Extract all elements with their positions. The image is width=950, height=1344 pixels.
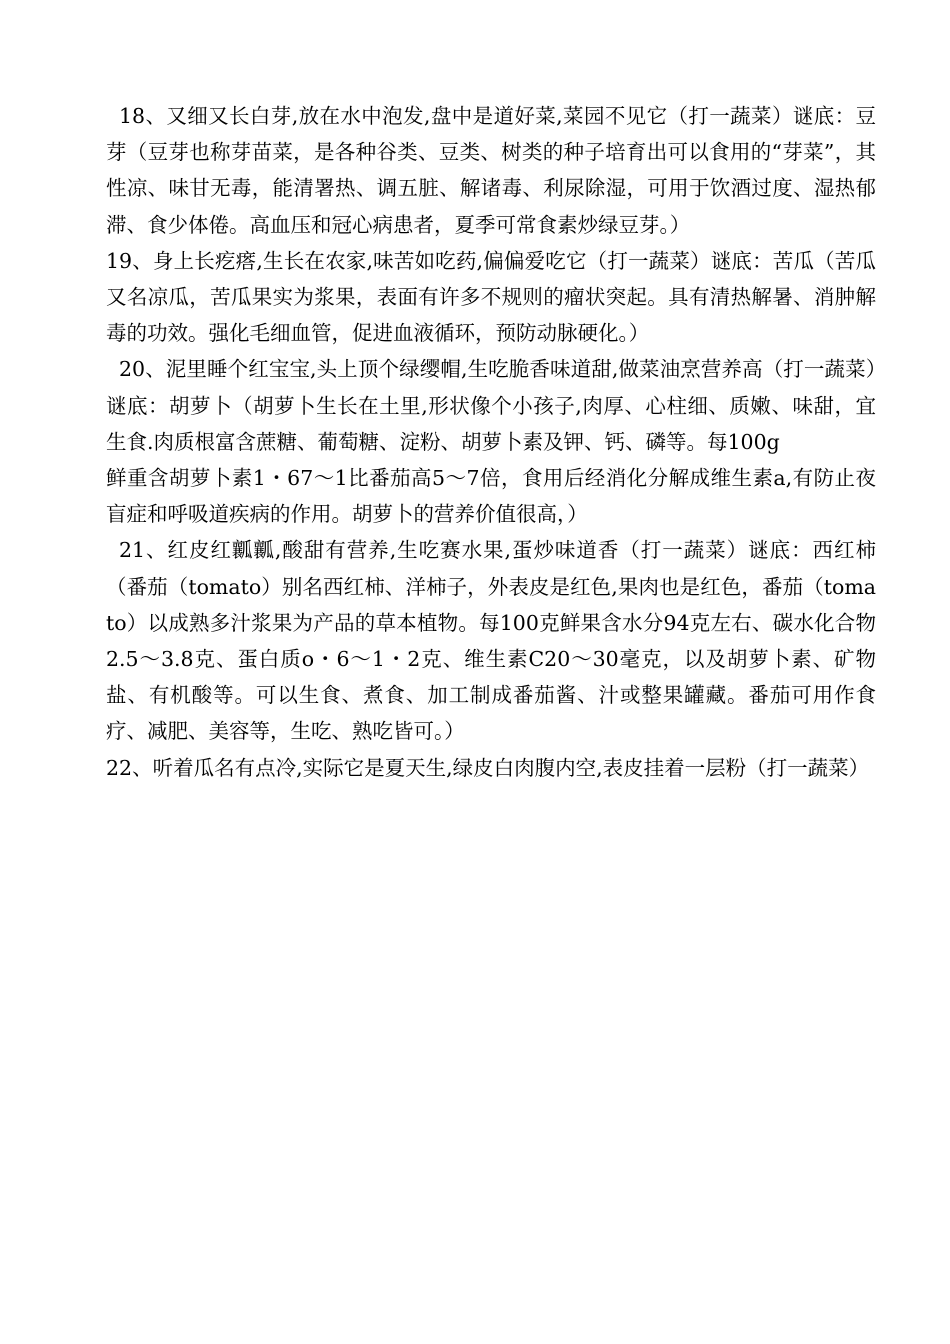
paragraph-riddle-22: 22、听着瓜名有点冷,实际它是夏天生,绿皮白肉腹内空,表皮挂着一层粉（打一蔬菜） [106, 755, 870, 780]
paragraph-riddle-20-continued: 鲜重含胡萝卜素1・67〜1比番茄高5〜7倍，食用后经消化分解成维生素a,有防止夜盲症和呼吸道疾病的作用。胡萝卜的营养价值很高，） [106, 466, 876, 527]
paragraph-riddle-18: 18、又细又长白芽,放在水中泡发,盘中是道好菜,菜园不见它（打一蔬菜）谜底：豆芽（豆芽也称芽苗菜，是各种谷类、豆类、树类的种子培育出可以食用的“芽菜”，其性凉、味甘无毒，能清署热、调五脏、解诸毒、利尿除湿，可用于饮酒过度、湿热郁滞、食少体倦。高血压和冠心病患者，夏季可常食素炒绿豆芽。） [106, 104, 876, 237]
paragraph-riddle-21: 21、红皮红瓤瓤,酸甜有营养,生吃赛水果,蛋炒味道香（打一蔬菜）谜底：西红柿（番茄（tomato）别名西红柿、洋柿子，外表皮是红色,果肉也是红色，番茄（tomato）以成熟多汁浆果为产品的草本植物。每100克鲜果含水分94克左右、碳水化合物2.5〜3.8克、蛋白质o・6〜1・2克、维生素C20〜30毫克，以及胡萝卜素、矿物盐、有机酸等。可以生食、煮食、加工制成番茄酱、汁或整果罐藏。番茄可用作食疗、减肥、美容等，生吃、熟吃皆可。） [106, 538, 876, 744]
paragraph-riddle-20: 20、泥里睡个红宝宝,头上顶个绿缨帽,生吃脆香味道甜,做菜油烹营养高（打一蔬菜）谜底：胡萝卜（胡萝卜生长在土里,形状像个小孩子,肉厚、心柱细、质嫩、味甜，宜生食.肉质根富含蔗糖、葡萄糖、淀粉、胡萝卜素及钾、钙、磷等。每100g [106, 357, 876, 454]
document-body [106, 98, 876, 786]
paragraph-riddle-19: 19、身上长疙瘩,生长在农家,味苦如吃药,偏偏爱吃它（打一蔬菜）谜底：苦瓜（苦瓜又名凉瓜，苦瓜果实为浆果，表面有许多不规则的瘤状突起。具有清热解暑、消肿解毒的功效。强化毛细血管，促进血液循环，预防动脉硬化。） [106, 248, 876, 346]
